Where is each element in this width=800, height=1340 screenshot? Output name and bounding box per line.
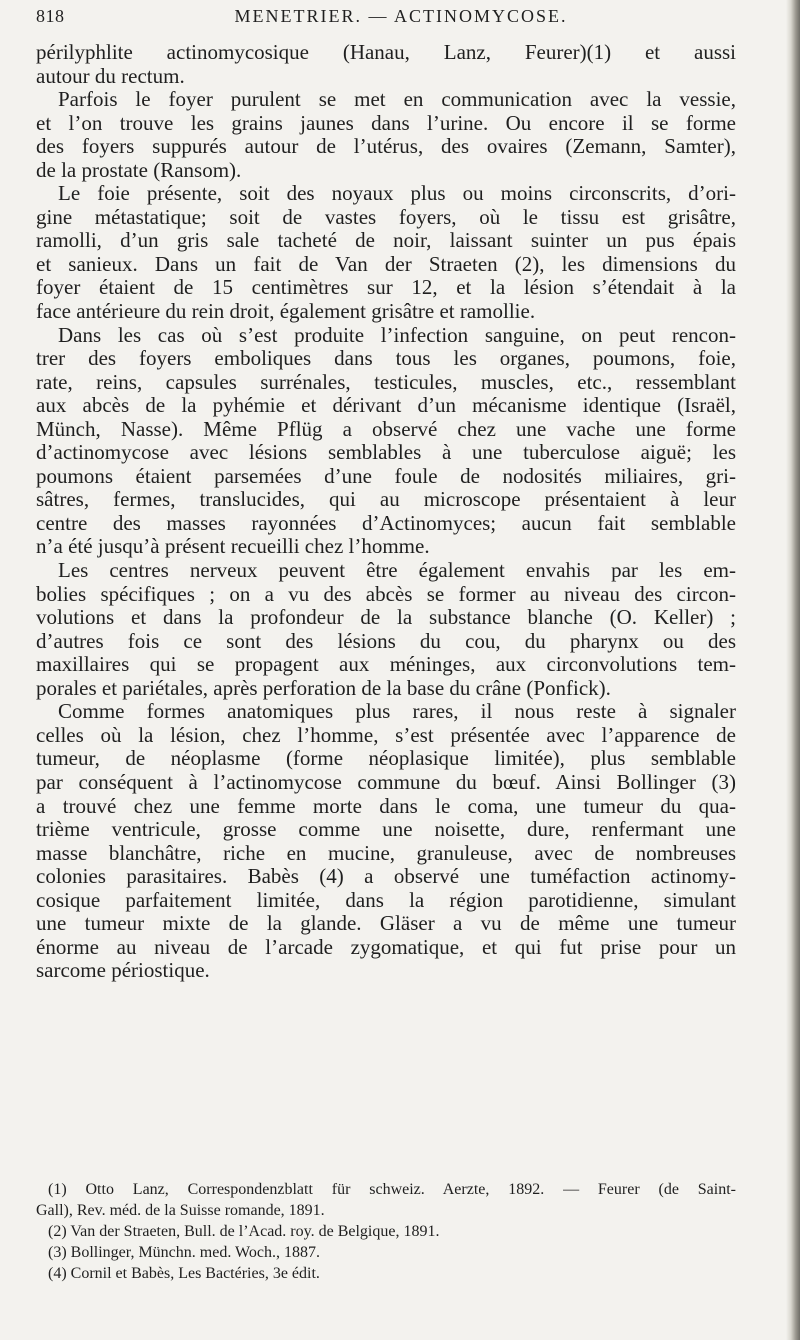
text-line: foyer étaient de 15 centimètres sur 12, et la lésion s’étendait à la [36,275,736,300]
text-line: volutions et dans la profondeur de la substance blanche (O. Keller) ; [36,605,736,630]
text-line: trer des foyers emboliques dans tous les organes, poumons, foie, [36,346,736,371]
text-line: Münch, Nasse). Même Pflüg a observé chez une vache une forme [36,416,736,441]
text-line: masse blanchâtre, riche en mucine, granuleuse, avec de nombreuses [36,840,736,865]
text-line: d’actinomycose avec lésions semblables à une tuberculose aiguë; les [36,440,736,465]
text-line: maxillaires qui se propagent aux méninges, aux circonvolutions tem- [36,652,736,677]
text-line: une tumeur mixte de la glande. Gläser a vu de même une tumeur [36,911,736,936]
footnotes [36,1179,736,1284]
text-line: ramolli, d’un gris sale tacheté de noir, laissant suinter un pus épais [36,228,736,253]
text-line: et l’on trouve les grains jaunes dans l’urine. Ou encore il se forme [36,110,736,135]
running-head: MENETRIER. — ACTINOMYCOSE. [234,6,568,26]
text-line: n’a été jusqu’à présent recueilli chez l’homme. [36,534,430,559]
text-line: poumons étaient parsemées d’une foule de nodosités miliaires, gri- [36,463,736,488]
text-line: périlyphlite actinomycosique (Hanau, Lanz, Feurer)(1) et aussi [36,40,736,64]
text-line: Comme formes anatomiques plus rares, il nous reste à signaler [58,699,736,724]
text-line: porales et pariétales, après perforation de la base du crâne (Ponfick). [36,675,611,700]
page-header [36,6,736,36]
text-line: Dans les cas où s’est produite l’infection sanguine, on peut rencon- [58,322,736,347]
text-line: sâtres, fermes, translucides, qui au microscope présentaient à leur [36,487,736,512]
text-line: cosique parfaitement limitée, dans la région parotidienne, simulant [36,887,736,912]
footnote-line: Gall), Rev. méd. de la Suisse romande, 1891. [36,1202,325,1219]
text-line: énorme au niveau de l’arcade zygomatique, et qui fut prise pour un [36,934,736,959]
text-line: autour du rectum. [36,63,185,88]
text-line: a trouvé chez une femme morte dans le coma, une tumeur du qua- [36,793,736,818]
text-line: colonies parasitaires. Babès (4) a observé une tuméfaction actinomy- [36,864,736,889]
footnote-line: (1) Otto Lanz, Correspondenzblatt für schweiz. Aerzte, 1892. — Feurer (de Saint- [48,1181,736,1198]
footnote-line: (3) Bollinger, Münchn. med. Woch., 1887. [48,1244,320,1261]
text-line: rate, reins, capsules surrénales, testicules, muscles, etc., ressemblant [36,369,736,394]
text-line: tumeur, de néoplasme (forme néoplasique limitée), plus semblable [36,746,736,771]
text-line: sarcome périostique. [36,958,210,983]
text-line: bolies spécifiques ; on a vu des abcès se former au niveau des circon- [36,581,736,606]
text-line: de la prostate (Ransom). [36,157,242,182]
text-line: celles où la lésion, chez l’homme, s’est présentée avec l’apparence de [36,722,736,747]
text-line: gine métastatique; soit de vastes foyers, où le tissu est grisâtre, [36,204,736,229]
text-line: Le foie présente, soit des noyaux plus ou moins circonscrits, d’ori- [58,181,736,206]
footnote-line: (2) Van der Straeten, Bull. de l’Acad. roy. de Belgique, 1891. [48,1223,440,1240]
footnote-line: (4) Cornil et Babès, Les Bactéries, 3e édit. [48,1265,320,1282]
text-line: trième ventricule, grosse comme une noisette, dure, renfermant une [36,817,736,842]
page-number: 818 [36,6,65,26]
page-edge-shadow [786,0,800,1340]
body-text [36,41,736,983]
text-line: par conséquent à l’actinomycose commune du bœuf. Ainsi Bollinger (3) [36,769,736,794]
text-line: d’autres fois ce sont des lésions du cou, du pharynx ou des [36,628,736,653]
text-line: Les centres nerveux peuvent être également envahis par les em- [58,558,736,583]
text-line: face antérieure du rein droit, également grisâtre et ramollie. [36,299,536,324]
text-line: aux abcès de la pyhémie et dérivant d’un mécanisme identique (Israël, [36,393,736,418]
text-line: Parfois le foyer purulent se met en communication avec la vessie, [58,87,736,112]
text-line: et sanieux. Dans un fait de Van der Straeten (2), les dimensions du [36,251,736,276]
text-line: centre des masses rayonnées d’Actinomyces; aucun fait semblable [36,510,736,535]
text-line: des foyers suppurés autour de l’utérus, des ovaires (Zemann, Samter), [36,134,736,159]
